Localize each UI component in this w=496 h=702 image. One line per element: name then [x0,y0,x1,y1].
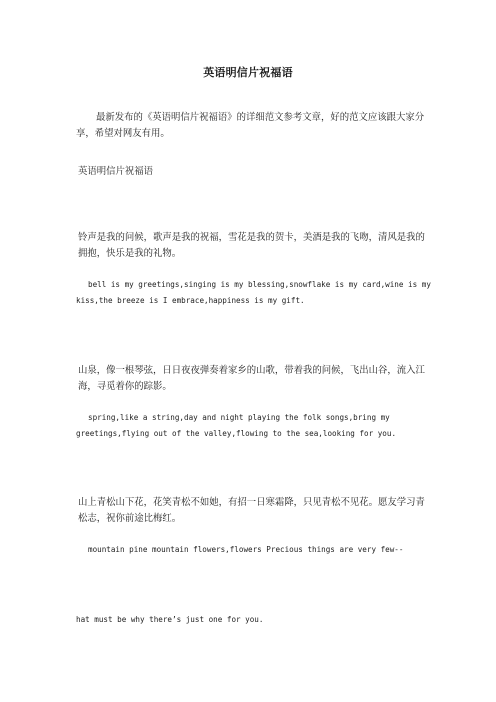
paragraph-2-en: spring,like a string,day and night playing the folk songs,bring my greetings,flying out of the valley,flowing to the sea,looking for you. [76,413,397,438]
paragraph-2-cn: 山泉，像一根琴弦，日日夜夜弹奏着家乡的山歌，带着我的问候，飞出山谷，流入江海，寻觅着你的踪影。 [78,365,425,392]
paragraph-1-en: bell is my greetings,singing is my blessing,snowflake is my card,wine is my kiss,the breeze is I embrace,happiness is my gift. [76,280,431,305]
intro-paragraph: 最新发布的《英语明信片祝福语》的详细范文参考文章，好的范文应该跟大家分享，希望对网友有用。 [76,112,425,139]
trailing-line: hat must be why there’s just one for you. [76,615,264,624]
document-title: 英语明信片祝福语 [203,66,293,79]
paragraph-3-en: mountain pine mountain flowers,flowers Precious things are very few-- [88,545,404,554]
paragraph-3-cn: 山上青松山下花，花笑青松不如她，有招一日寒霜降，只见青松不见花。愿友学习青松志，祝你前途比梅红。 [78,497,425,524]
section-subtitle: 英语明信片祝福语 [78,166,154,177]
paragraph-1-cn: 铃声是我的问候，歌声是我的祝福，雪花是我的贺卡，美酒是我的飞吻，清风是我的拥抱，快乐是我的礼物。 [78,232,425,259]
